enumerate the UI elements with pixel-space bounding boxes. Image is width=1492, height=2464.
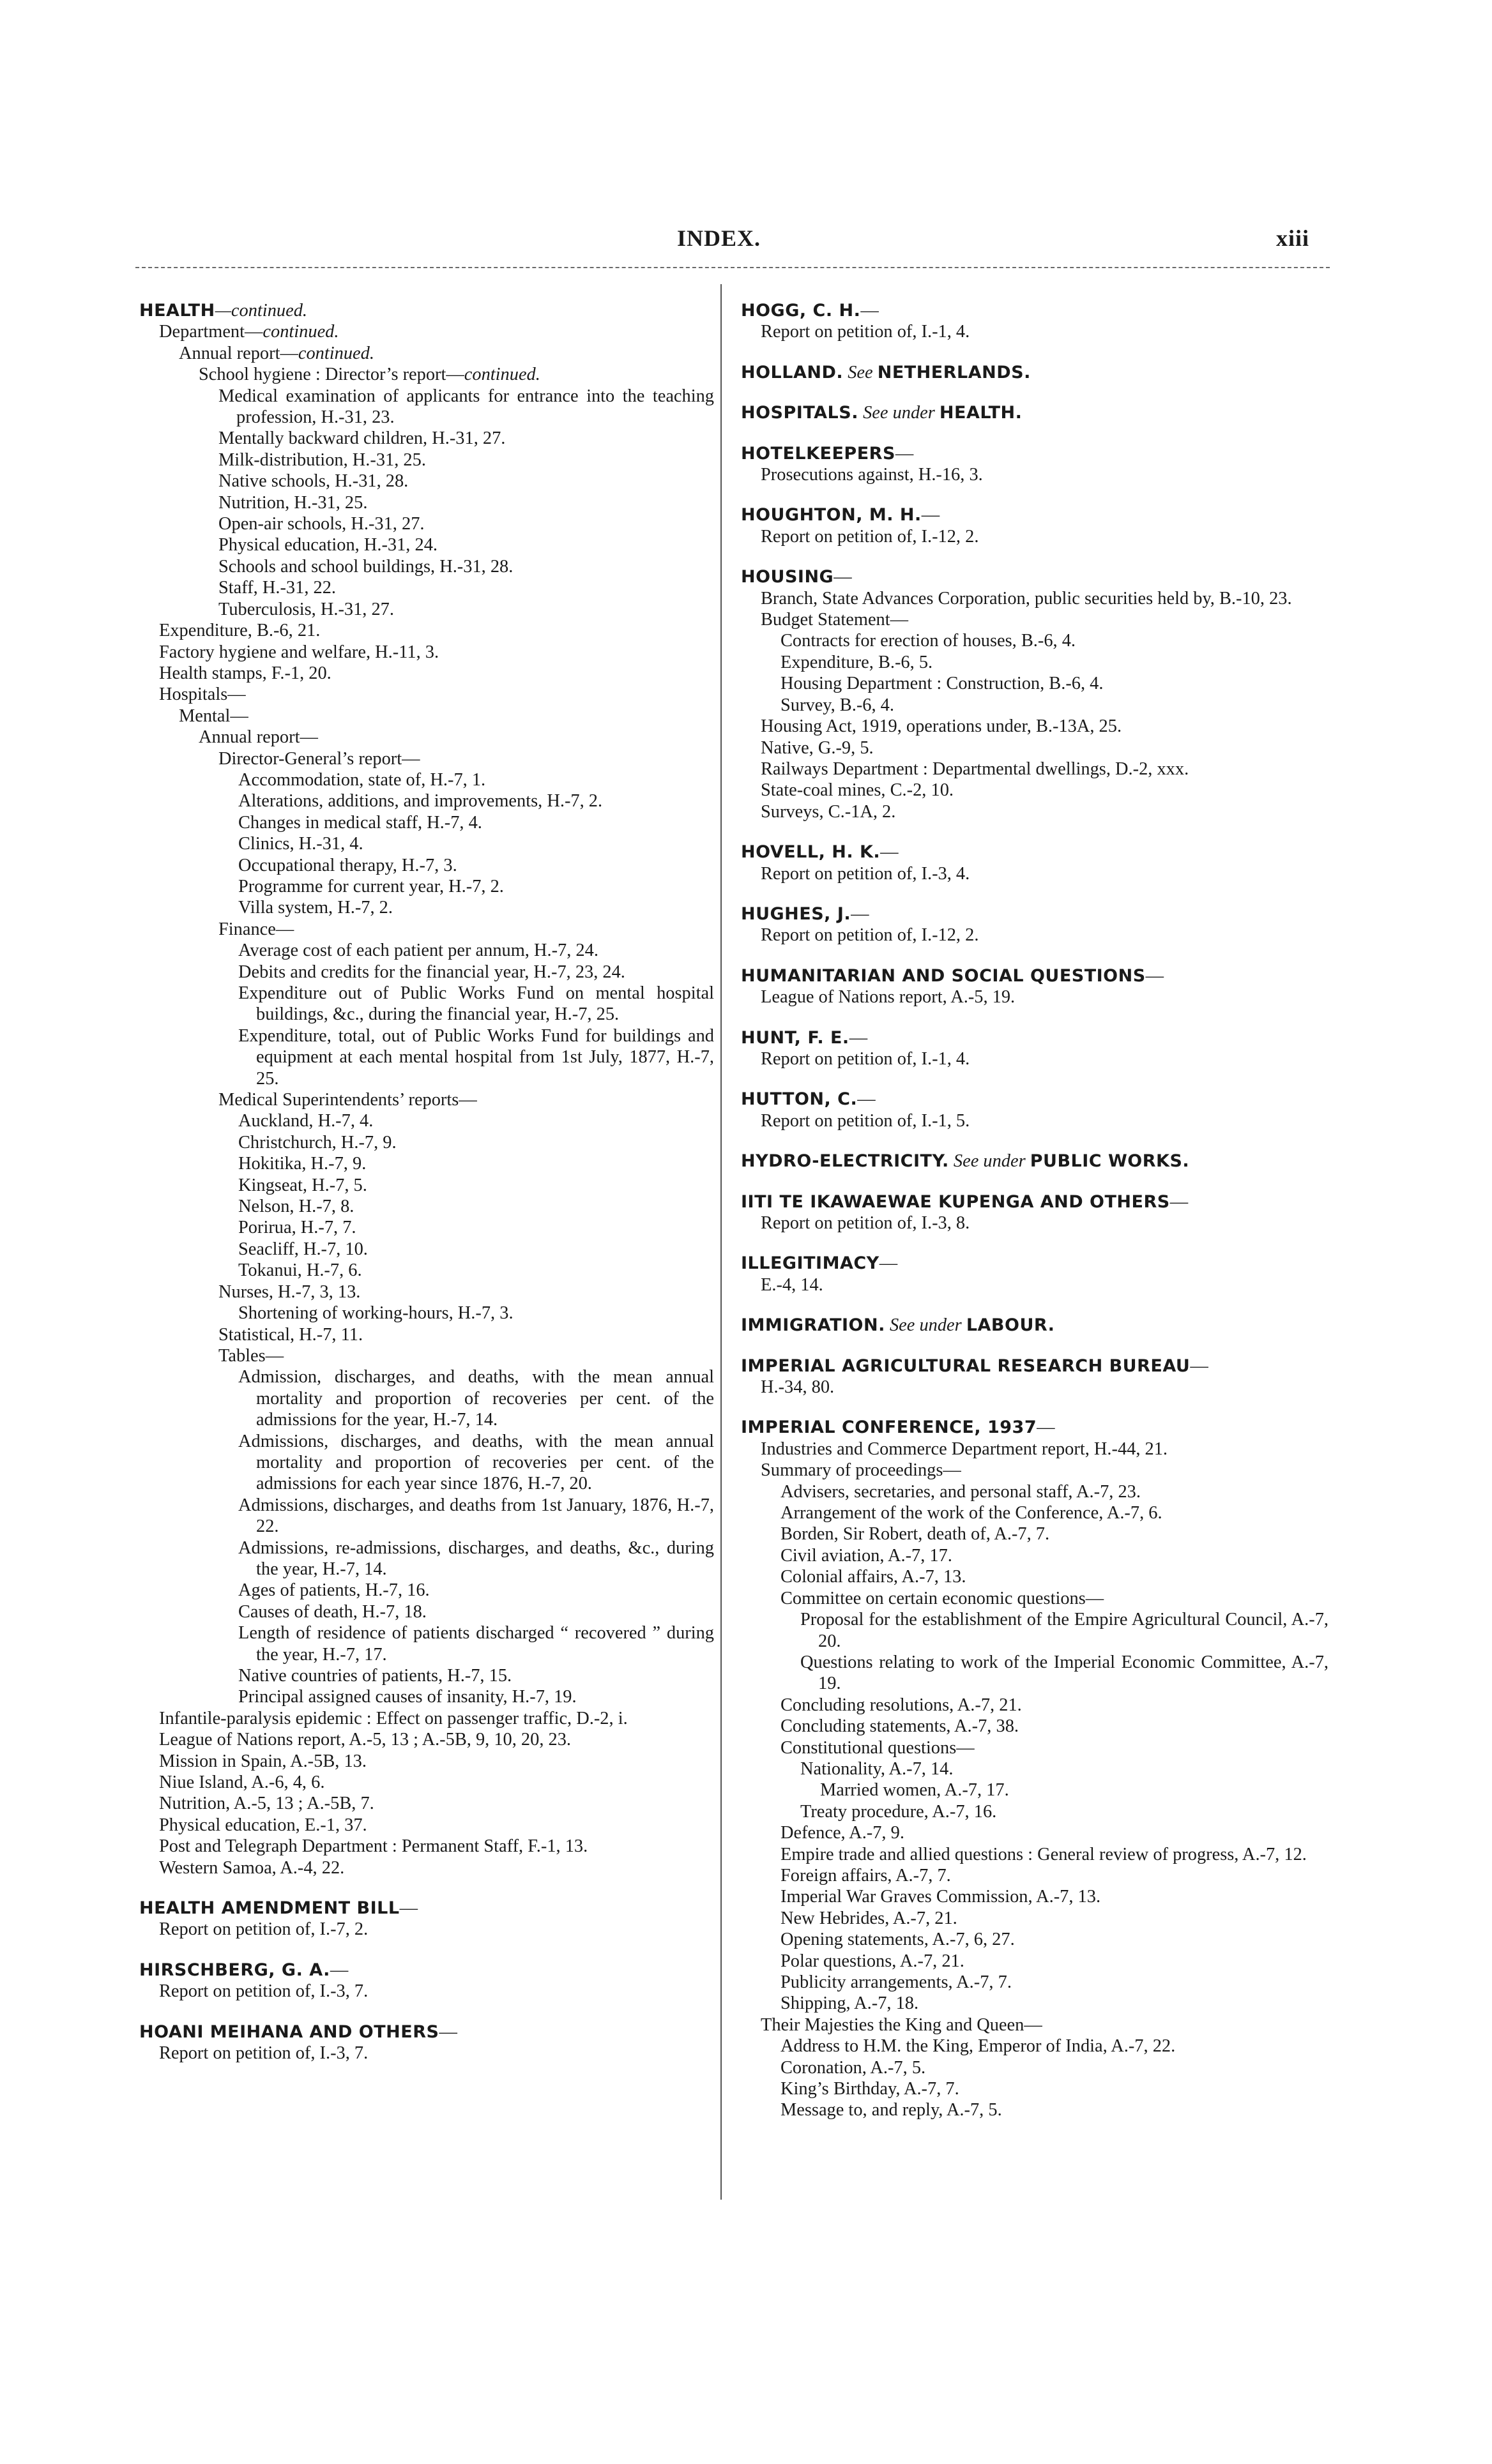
heading-suffix: —: [1169, 1191, 1189, 1212]
index-subentry: Coronation, A.-7, 5.: [780, 2057, 926, 2078]
heading-word: HYDRO-ELECTRICITY.: [741, 1151, 949, 1172]
right-column: [741, 300, 1328, 2121]
heading-word: HUNT, F. E.: [741, 1027, 849, 1048]
index-subentry: Housing Department : Construction, B.-6, 4.: [780, 674, 1104, 694]
index-subentry: Programme for current year, H.-7, 2.: [238, 876, 504, 896]
index-subentry: [139, 343, 714, 364]
index-subentry: Advisers, secretaries, and personal staff, A.-7, 23.: [780, 1481, 1141, 1502]
entry-gap: [741, 383, 1328, 402]
index-subentry: Staff, H.-31, 22.: [218, 578, 336, 598]
index-subentry: Report on petition of, I.-1, 5.: [761, 1110, 970, 1131]
index-subentry: [139, 364, 714, 385]
heading-suffix: —continued.: [215, 301, 307, 321]
index-subentry: Budget Statement—: [761, 610, 909, 630]
index-subentry: Open-air schools, H.-31, 27.: [218, 514, 425, 534]
entry-gap: [741, 822, 1328, 842]
entry-gap: [741, 1069, 1328, 1089]
index-heading: [741, 903, 1328, 925]
heading-word: HIRSCHBERG, G. A.: [139, 1960, 330, 1980]
index-heading: [741, 1315, 1328, 1336]
heading-suffix: —: [1190, 1356, 1208, 1376]
see-reference-label: See: [848, 362, 873, 382]
index-heading: [741, 566, 1328, 587]
heading-word: IITI TE IKAWAEWAE KUPENGA AND OTHERS: [741, 1191, 1170, 1212]
index-subentry: Concluding resolutions, A.-7, 21.: [780, 1695, 1022, 1715]
index-subentry: Mentally backward children, H.-31, 27.: [218, 428, 506, 449]
index-subentry: E.-4, 14.: [761, 1274, 823, 1295]
page-number: xiii: [1276, 225, 1310, 251]
index-subentry: Kingseat, H.-7, 5.: [238, 1175, 367, 1195]
index-subentry: Christchurch, H.-7, 9.: [238, 1132, 397, 1153]
index-subentry: Tokanui, H.-7, 6.: [238, 1260, 362, 1281]
heading-word: HEALTH: [139, 301, 215, 321]
index-heading: [741, 504, 1328, 525]
index-subentry: Debits and credits for the financial year, H.-7, 23, 24.: [238, 962, 625, 982]
index-subentry: Proposal for the establishment of the Empire Agricultural Council, A.-7, 20.: [800, 1610, 1328, 1651]
entry-gap: [139, 1878, 714, 1898]
index-subentry: Shortening of working-hours, H.-7, 3.: [238, 1303, 514, 1324]
heading-word: HOUSING: [741, 567, 834, 587]
index-subentry: Contracts for erection of houses, B.-6, 4.: [780, 631, 1076, 651]
index-subentry: Expenditure, B.-6, 5.: [780, 652, 933, 672]
heading-word: HUTTON, C.: [741, 1089, 858, 1110]
heading-word: HOANI MEIHANA AND OTHERS: [139, 2022, 439, 2042]
see-reference-target[interactable]: NETHERLANDS.: [877, 362, 1031, 382]
index-subentry: H.-34, 80.: [761, 1377, 835, 1398]
index-subentry: Villa system, H.-7, 2.: [238, 898, 393, 918]
subentry-text: Annual report—continued.: [179, 343, 374, 363]
index-subentry: New Hebrides, A.-7, 21.: [780, 1908, 957, 1928]
index-heading: [741, 1356, 1328, 1377]
index-subentry: Treaty procedure, A.-7, 16.: [800, 1801, 997, 1822]
index-subentry: Admission, discharges, and deaths, with the mean annual mortality and proportion of recoveries per cent. of the admissions for the year, H.-7, 14.: [238, 1367, 714, 1430]
index-subentry: Hokitika, H.-7, 9.: [238, 1154, 367, 1174]
index-subentry: Report on petition of, I.-12, 2.: [761, 925, 979, 946]
index-subentry: Schools and school buildings, H.-31, 28.: [218, 556, 514, 577]
index-subentry: Tuberculosis, H.-31, 27.: [218, 599, 394, 619]
entry-gap: [741, 1398, 1328, 1417]
heading-word: IMPERIAL AGRICULTURAL RESEARCH BUREAU: [741, 1356, 1191, 1376]
index-subentry: Hospitals—: [159, 684, 246, 705]
index-subentry: Milk-distribution, H.-31, 25.: [218, 450, 426, 470]
see-reference-target[interactable]: LABOUR.: [966, 1315, 1055, 1336]
see-reference-label: See under: [863, 403, 935, 423]
index-subentry: Finance—: [218, 919, 294, 939]
index-subentry: Occupational therapy, H.-7, 3.: [238, 855, 457, 875]
index-subentry: Ages of patients, H.-7, 16.: [238, 1580, 430, 1601]
index-subentry: Survey, B.-6, 4.: [780, 695, 894, 715]
index-subentry: Report on petition of, I.-3, 8.: [761, 1213, 970, 1233]
heading-word: IMPERIAL CONFERENCE, 1937: [741, 1417, 1037, 1438]
index-subentry: Prosecutions against, H.-16, 3.: [761, 465, 983, 485]
column-divider: [720, 284, 722, 2200]
index-subentry: Defence, A.-7, 9.: [780, 1823, 904, 1843]
see-reference-target[interactable]: PUBLIC WORKS.: [1030, 1151, 1190, 1172]
index-subentry: Director-General’s report—: [218, 748, 420, 769]
heading-suffix: —: [399, 1898, 418, 1919]
heading-suffix: —: [880, 842, 899, 863]
index-heading: [139, 1898, 714, 1919]
entry-gap: [741, 485, 1328, 504]
index-subentry: Empire trade and allied questions : General review of progress, A.-7, 12.: [780, 1844, 1307, 1864]
header-rule: [135, 267, 1330, 268]
heading-suffix: —: [921, 505, 940, 525]
index-subentry: Infantile-paralysis epidemic : Effect on passenger traffic, D.-2, i.: [159, 1708, 628, 1728]
index-subentry: Niue Island, A.-6, 4, 6.: [159, 1772, 325, 1793]
entry-gap: [741, 884, 1328, 903]
heading-suffix: —: [1145, 965, 1164, 986]
index-subentry: King’s Birthday, A.-7, 7.: [780, 2079, 959, 2099]
index-subentry: Seacliff, H.-7, 10.: [238, 1239, 368, 1259]
index-subentry: Borden, Sir Robert, death of, A.-7, 7.: [780, 1524, 1050, 1545]
index-subentry: Changes in medical staff, H.-7, 4.: [238, 812, 482, 833]
index-subentry: Message to, and reply, A.-7, 5.: [780, 2100, 1002, 2120]
index-subentry: Principal assigned causes of insanity, H.-7, 19.: [238, 1687, 577, 1707]
subentry-text: School hygiene : Director’s report—continued.: [199, 365, 540, 385]
heading-word: HUMANITARIAN AND SOCIAL QUESTIONS: [741, 965, 1146, 986]
index-subentry: Surveys, C.-1A, 2.: [761, 801, 896, 822]
index-heading: [741, 1417, 1328, 1438]
heading-suffix: —: [1037, 1417, 1055, 1438]
index-subentry: Report on petition of, I.-3, 7.: [159, 2043, 369, 2064]
index-subentry: Branch, State Advances Corporation, public securities held by, B.-10, 23.: [761, 588, 1292, 608]
index-subentry: Publicity arrangements, A.-7, 7.: [780, 1972, 1012, 1992]
index-heading: [741, 1191, 1328, 1213]
index-subentry: Railways Department : Departmental dwellings, D.-2, xxx.: [761, 759, 1189, 779]
entry-gap: [741, 1336, 1328, 1356]
index-subentry: Report on petition of, I.-7, 2.: [159, 1919, 369, 1940]
index-subentry: Polar questions, A.-7, 21.: [780, 1951, 964, 1971]
index-subentry: Expenditure, total, out of Public Works Fund for buildings and equipment at each mental hospital from 1st July, 1877, H.-7, 25.: [238, 1025, 714, 1089]
left-column: [139, 300, 714, 2064]
entry-gap: [741, 1296, 1328, 1315]
index-heading: [139, 1960, 714, 1981]
index-subentry: Expenditure, B.-6, 21.: [159, 621, 321, 641]
entry-gap: [139, 1940, 714, 1960]
see-reference-label: See under: [889, 1315, 962, 1336]
index-heading: [741, 1151, 1328, 1172]
index-heading: [741, 1253, 1328, 1274]
entry-gap: [741, 946, 1328, 965]
index-subentry: Housing Act, 1919, operations under, B.-13A, 25.: [761, 716, 1122, 737]
index-subentry: Tables—: [218, 1345, 284, 1366]
entry-gap: [741, 424, 1328, 443]
index-subentry: Address to H.M. the King, Emperor of India, A.-7, 22.: [780, 2036, 1176, 2057]
index-subentry: Factory hygiene and welfare, H.-11, 3.: [159, 642, 439, 662]
index-subentry: Expenditure out of Public Works Fund on mental hospital buildings, &c., during the financial year, H.-7, 25.: [238, 983, 714, 1025]
index-subentry: Colonial affairs, A.-7, 13.: [780, 1567, 966, 1587]
index-subentry: Summary of proceedings—: [761, 1460, 961, 1481]
heading-suffix: —: [879, 1253, 898, 1274]
heading-word: HEALTH AMENDMENT BILL: [139, 1898, 400, 1919]
index-subentry: Mental—: [179, 706, 248, 726]
index-subentry: Mission in Spain, A.-5B, 13.: [159, 1751, 367, 1771]
heading-suffix: —: [895, 443, 914, 464]
index-subentry: Health stamps, F.-1, 20.: [159, 663, 331, 683]
index-subentry: Constitutional questions—: [780, 1737, 975, 1758]
index-heading: [741, 362, 1328, 383]
index-heading: [741, 965, 1328, 986]
index-subentry: Imperial War Graves Commission, A.-7, 13.: [780, 1887, 1101, 1907]
index-subentry: Report on petition of, I.-1, 4.: [761, 1048, 970, 1069]
index-heading: [139, 300, 714, 321]
index-subentry: Porirua, H.-7, 7.: [238, 1218, 356, 1238]
heading-word: HOLLAND.: [741, 362, 844, 382]
index-subentry: Admissions, discharges, and deaths from 1st January, 1876, H.-7, 22.: [238, 1495, 714, 1537]
index-heading: [741, 1027, 1328, 1048]
page-title: INDEX.: [677, 225, 761, 251]
index-subentry: Physical education, E.-1, 37.: [159, 1815, 367, 1835]
index-subentry: Concluding statements, A.-7, 38.: [780, 1716, 1019, 1737]
index-heading: [741, 842, 1328, 863]
index-subentry: Annual report—: [199, 727, 318, 748]
heading-suffix: —: [330, 1960, 349, 1980]
index-subentry: Nationality, A.-7, 14.: [800, 1758, 954, 1779]
heading-word: HUGHES, J.: [741, 903, 851, 924]
index-subentry: [139, 321, 714, 342]
index-subentry: Nutrition, H.-31, 25.: [218, 492, 368, 513]
entry-gap: [741, 1234, 1328, 1253]
entry-gap: [741, 1131, 1328, 1151]
index-subentry: Opening statements, A.-7, 6, 27.: [780, 1930, 1015, 1950]
index-subentry: League of Nations report, A.-5, 13 ; A.-5B, 9, 10, 20, 23.: [159, 1730, 571, 1750]
index-subentry: Auckland, H.-7, 4.: [238, 1111, 374, 1131]
index-subentry: Western Samoa, A.-4, 22.: [159, 1857, 345, 1878]
see-reference-label: See under: [953, 1151, 1026, 1172]
index-heading: [741, 402, 1328, 423]
index-subentry: Clinics, H.-31, 4.: [238, 834, 363, 854]
index-subentry: Report on petition of, I.-3, 7.: [159, 1981, 369, 2002]
heading-suffix: —: [857, 1089, 876, 1110]
index-heading: [741, 300, 1328, 321]
entry-gap: [741, 1008, 1328, 1027]
heading-suffix: —: [860, 301, 879, 321]
index-subentry: Shipping, A.-7, 18.: [780, 1993, 919, 2014]
index-subentry: Their Majesties the King and Queen—: [761, 2014, 1042, 2035]
index-subentry: Statistical, H.-7, 11.: [218, 1324, 363, 1345]
index-subentry: Native, G.-9, 5.: [761, 737, 874, 758]
index-subentry: Nelson, H.-7, 8.: [238, 1197, 354, 1217]
heading-word: HOUGHTON, M. H.: [741, 505, 922, 525]
index-subentry: Average cost of each patient per annum, H.-7, 24.: [238, 941, 598, 961]
heading-suffix: —: [439, 2022, 457, 2042]
index-subentry: Native countries of patients, H.-7, 15.: [238, 1666, 512, 1686]
index-subentry: Report on petition of, I.-12, 2.: [761, 526, 979, 547]
heading-word: HOVELL, H. K.: [741, 842, 881, 863]
index-subentry: Alterations, additions, and improvements, H.-7, 2.: [238, 791, 603, 812]
heading-word: HOGG, C. H.: [741, 301, 861, 321]
index-subentry: League of Nations report, A.-5, 19.: [761, 987, 1016, 1008]
heading-suffix: —: [851, 903, 869, 924]
index-subentry: Industries and Commerce Department report, H.-44, 21.: [761, 1439, 1168, 1459]
index-subentry: Nurses, H.-7, 3, 13.: [218, 1281, 361, 1302]
index-subentry: Admissions, discharges, and deaths, with the mean annual mortality and proportion of recoveries per cent. of the admissions for each year since 1876, H.-7, 20.: [238, 1431, 714, 1494]
index-subentry: Arrangement of the work of the Conference, A.-7, 6.: [780, 1503, 1162, 1523]
entry-gap: [741, 343, 1328, 362]
index-subentry: Causes of death, H.-7, 18.: [238, 1601, 427, 1622]
index-subentry: Committee on certain economic questions—: [780, 1588, 1104, 1608]
see-reference-target[interactable]: HEALTH.: [939, 403, 1023, 423]
index-subentry: Physical education, H.-31, 24.: [218, 535, 438, 556]
entry-gap: [741, 547, 1328, 566]
heading-word: HOSPITALS.: [741, 403, 858, 423]
entry-gap: [741, 1172, 1328, 1191]
index-subentry: Foreign affairs, A.-7, 7.: [780, 1865, 951, 1886]
index-subentry: Nutrition, A.-5, 13 ; A.-5B, 7.: [159, 1794, 374, 1814]
index-subentry: Married women, A.-7, 17.: [820, 1780, 1009, 1801]
index-heading: [139, 2022, 714, 2043]
index-subentry: Length of residence of patients discharged “ recovered ” during the year, H.-7, 17.: [238, 1623, 714, 1665]
heading-suffix: —: [834, 567, 852, 587]
index-subentry: Admissions, re-admissions, discharges, and deaths, &c., during the year, H.-7, 14.: [238, 1538, 714, 1579]
subentry-text: Department—continued.: [159, 322, 339, 342]
index-subentry: Post and Telegraph Department : Permanent Staff, F.-1, 13.: [159, 1836, 588, 1857]
index-subentry: Medical examination of applicants for entrance into the teaching profession, H.-31, 23.: [218, 386, 714, 428]
heading-word: HOTELKEEPERS: [741, 443, 895, 464]
heading-word: IMMIGRATION.: [741, 1315, 885, 1336]
index-subentry: Questions relating to work of the Imperial Economic Committee, A.-7, 19.: [800, 1652, 1328, 1694]
index-heading: [741, 443, 1328, 464]
index-subentry: Report on petition of, I.-1, 4.: [761, 322, 970, 342]
heading-word: ILLEGITIMACY: [741, 1253, 879, 1274]
entry-gap: [139, 2002, 714, 2022]
index-heading: [741, 1089, 1328, 1110]
index-subentry: Accommodation, state of, H.-7, 1.: [238, 769, 486, 790]
index-subentry: Civil aviation, A.-7, 17.: [780, 1545, 952, 1566]
heading-suffix: —: [849, 1027, 868, 1048]
index-subentry: Native schools, H.-31, 28.: [218, 471, 409, 492]
index-subentry: Medical Superintendents’ reports—: [218, 1090, 477, 1110]
index-subentry: Report on petition of, I.-3, 4.: [761, 863, 970, 884]
index-subentry: State-coal mines, C.-2, 10.: [761, 780, 954, 801]
